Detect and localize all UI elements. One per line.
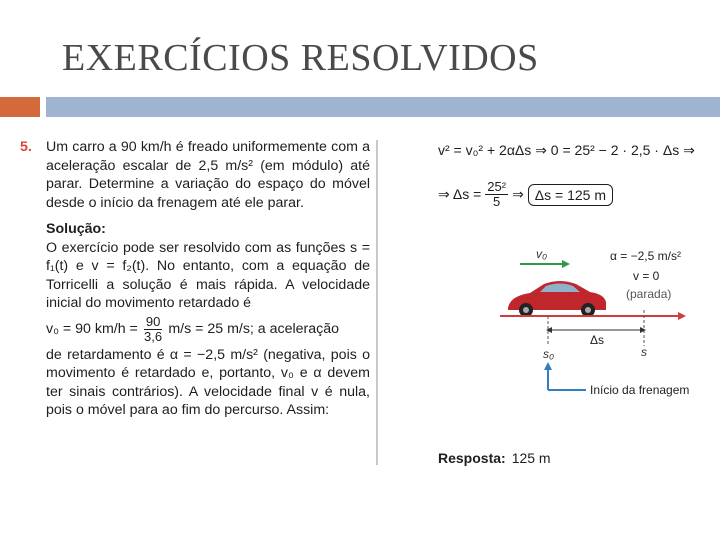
car-braking-diagram	[500, 240, 710, 410]
start-pointer-arrowhead	[544, 362, 552, 370]
v0-arrowhead	[562, 260, 570, 268]
problem-number: 5.	[20, 139, 32, 155]
slide-title: EXERCÍCIOS RESOLVIDOS	[62, 37, 539, 79]
velocity-fraction	[144, 315, 162, 344]
delta-s-right-arrowhead	[640, 327, 646, 333]
alpha-label: α = −2,5 m/s²	[610, 249, 681, 263]
answer-label: Resposta:	[438, 450, 506, 466]
solution-paragraph-1: O exercício pode ser resolvido com as funções s = f₁(t) e v = f₂(t). No entanto, com a equação de Torricelli a solução é mais rápida. A velocidade inicial do movimento retardado é	[46, 239, 370, 311]
delta-s-label: Δs	[590, 333, 605, 347]
delta-s-arrow: ⇒	[512, 186, 524, 202]
trajectory-arrowhead	[678, 312, 686, 320]
answer-value: 125 m	[511, 450, 551, 466]
delta-s-fraction	[485, 180, 508, 209]
s-label: s	[641, 345, 647, 359]
delta-s-result-box: Δs = 125 m	[528, 184, 613, 206]
problem-body	[46, 138, 370, 420]
velocity-rhs: m/s = 25 m/s; a aceleração	[168, 320, 340, 337]
accent-bar-orange	[0, 97, 40, 117]
delta-s-fraction-denominator: 5	[493, 194, 501, 209]
answer-line	[438, 450, 551, 466]
velocity-lhs: v₀ = 90 km/h =	[46, 320, 138, 337]
s0-label: s₀	[543, 347, 555, 361]
delta-s-prefix: ⇒ Δs =	[438, 186, 482, 202]
problem-statement: Um carro a 90 km/h é freado uniformemente com a aceleração escalar de 2,5 m/s² (em módulo) até parar. Determine a variação do espaço do móvel desde o início da frenagem até ele parar.	[46, 139, 370, 211]
velocity-fraction-denominator: 3,6	[144, 328, 163, 344]
problem-column	[20, 138, 370, 420]
v-final-label: v = 0	[633, 269, 660, 283]
solution-heading: Solução:	[46, 221, 106, 237]
delta-s-equation	[438, 180, 613, 209]
delta-s-fraction-numerator: 25²	[487, 179, 507, 194]
start-label: Início da frenagem	[590, 383, 690, 397]
v0-label: v₀	[536, 247, 548, 261]
delta-s-left-arrowhead	[546, 327, 552, 333]
accent-bar-blue	[46, 97, 720, 117]
velocity-fraction-numerator: 90	[145, 313, 161, 329]
red-car-image	[508, 281, 606, 317]
column-divider	[376, 140, 378, 465]
velocity-equation	[46, 315, 370, 344]
torricelli-equation: v² = v₀² + 2αΔs ⇒ 0 = 25² − 2 · 2,5 · Δs ⇒	[438, 142, 695, 158]
stop-label: (parada)	[626, 287, 672, 301]
solution-paragraph-2: de retardamento é α = −2,5 m/s² (negativa, pois o movimento é retardado e, portanto, v₀ e α devem ter sinais contrários). A velocidade final v é nula, pois o móvel para ao fim do percurso. Assim:	[46, 346, 370, 418]
